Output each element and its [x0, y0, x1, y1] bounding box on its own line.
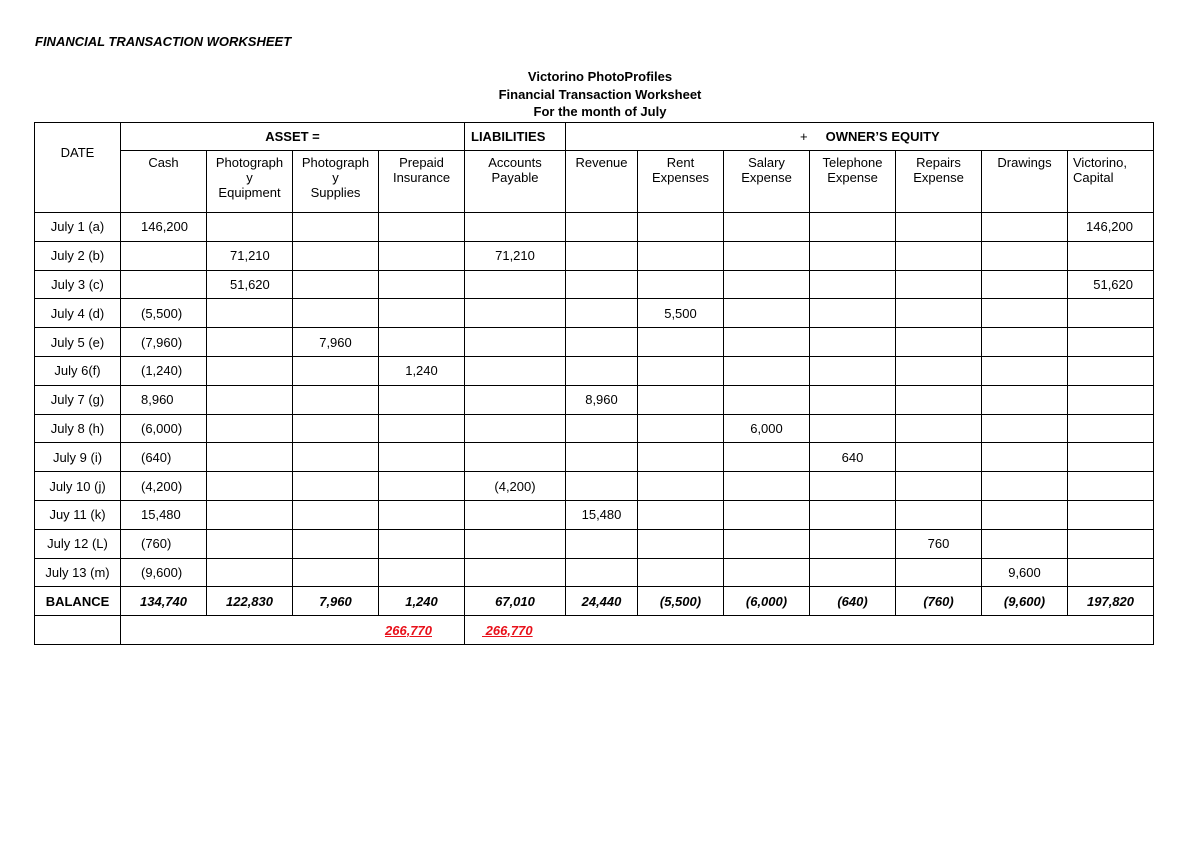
amount-cell-prepaid-insurance [379, 472, 465, 501]
amount-cell-accounts-payable: 71,210 [465, 241, 566, 270]
amount-cell-repairs-expense [896, 328, 982, 357]
date-cell: July 12 (L) [35, 529, 121, 558]
amount-cell-repairs-expense [896, 356, 982, 385]
date-cell: Juy 11 (k) [35, 500, 121, 529]
amount-cell-repairs-expense [896, 299, 982, 328]
column-header-line: y [332, 170, 339, 185]
amount-cell-drawings [982, 472, 1068, 501]
amount-cell-salary-expense [724, 270, 810, 299]
total-assets-cell [121, 616, 465, 645]
column-header-victorino-capital [1068, 151, 1154, 213]
column-header-prepaid-insurance [379, 151, 465, 213]
amount-cell-drawings [982, 213, 1068, 242]
amount-cell-repairs-expense: 760 [896, 529, 982, 558]
amount-cell-cash: (5,500) [121, 299, 207, 328]
column-header-line: Cash [148, 155, 179, 170]
amount-cell-rent-expenses [638, 385, 724, 414]
amount-cell-prepaid-insurance [379, 414, 465, 443]
amount-cell-photography-supplies [293, 500, 379, 529]
totals-empty-cell [35, 616, 121, 645]
amount-cell-drawings [982, 328, 1068, 357]
amount-cell-rent-expenses [638, 270, 724, 299]
balance-cell-salary-expense: (6,000) [724, 587, 810, 616]
transaction-row [35, 472, 1154, 501]
column-header-drawings [982, 151, 1068, 213]
column-header-line: Victorino, [1073, 155, 1127, 170]
amount-cell-victorino-capital [1068, 385, 1154, 414]
amount-cell-telephone-expense [810, 500, 896, 529]
liabilities-group-header: LIABILITIES [465, 123, 566, 151]
amount-cell-accounts-payable [465, 558, 566, 587]
amount-cell-salary-expense [724, 385, 810, 414]
amount-cell-drawings [982, 299, 1068, 328]
amount-cell-cash: (6,000) [121, 414, 207, 443]
amount-cell-photography-supplies [293, 356, 379, 385]
amount-cell-telephone-expense [810, 213, 896, 242]
amount-cell-salary-expense [724, 213, 810, 242]
amount-cell-photography-equipment: 51,620 [207, 270, 293, 299]
group-header-row [35, 123, 1154, 151]
amount-cell-drawings [982, 356, 1068, 385]
date-cell: July 5 (e) [35, 328, 121, 357]
amount-cell-photography-equipment [207, 414, 293, 443]
amount-cell-repairs-expense [896, 385, 982, 414]
amount-cell-victorino-capital [1068, 443, 1154, 472]
amount-cell-repairs-expense [896, 241, 982, 270]
amount-cell-revenue [566, 328, 638, 357]
transaction-row [35, 328, 1154, 357]
column-header-line: Photograph [215, 155, 284, 170]
transaction-row [35, 213, 1154, 242]
amount-cell-photography-equipment [207, 213, 293, 242]
amount-cell-revenue: 15,480 [566, 500, 638, 529]
amount-cell-drawings [982, 500, 1068, 529]
owners-equity-group-header [566, 123, 1154, 151]
amount-cell-victorino-capital [1068, 558, 1154, 587]
column-header-line: Accounts [488, 155, 542, 170]
amount-cell-telephone-expense [810, 328, 896, 357]
amount-cell-photography-equipment [207, 356, 293, 385]
amount-cell-photography-equipment [207, 299, 293, 328]
amount-cell-photography-supplies: 7,960 [293, 328, 379, 357]
column-header-line: y [246, 170, 253, 185]
amount-cell-salary-expense [724, 472, 810, 501]
transaction-row [35, 270, 1154, 299]
amount-cell-salary-expense [724, 299, 810, 328]
column-header-cash [121, 151, 207, 213]
amount-cell-photography-equipment [207, 500, 293, 529]
balance-cell-accounts-payable: 67,010 [465, 587, 566, 616]
amount-cell-cash: 146,200 [121, 213, 207, 242]
amount-cell-repairs-expense [896, 558, 982, 587]
amount-cell-victorino-capital [1068, 356, 1154, 385]
amount-cell-repairs-expense [896, 213, 982, 242]
total-assets-value: 266,770 [385, 622, 432, 638]
column-header-line: Capital [1073, 170, 1114, 185]
amount-cell-revenue [566, 299, 638, 328]
date-cell: July 10 (j) [35, 472, 121, 501]
amount-cell-photography-supplies [293, 241, 379, 270]
column-header-line: Repairs [916, 155, 961, 170]
asset-group-header: ASSET = [121, 123, 465, 151]
amount-cell-telephone-expense [810, 241, 896, 270]
amount-cell-accounts-payable [465, 500, 566, 529]
column-header-repairs-expense [896, 151, 982, 213]
column-header-line: Expenses [651, 170, 710, 185]
column-header-accounts-payable [465, 151, 566, 213]
amount-cell-cash: (4,200) [121, 472, 207, 501]
amount-cell-accounts-payable [465, 529, 566, 558]
amount-cell-drawings [982, 414, 1068, 443]
amount-cell-rent-expenses [638, 241, 724, 270]
amount-cell-accounts-payable [465, 356, 566, 385]
balance-cell-drawings: (9,600) [982, 587, 1068, 616]
amount-cell-repairs-expense [896, 472, 982, 501]
amount-cell-salary-expense [724, 558, 810, 587]
totals-row [35, 616, 1154, 645]
amount-cell-prepaid-insurance [379, 385, 465, 414]
amount-cell-telephone-expense [810, 472, 896, 501]
amount-cell-photography-equipment [207, 328, 293, 357]
amount-cell-photography-supplies [293, 270, 379, 299]
amount-cell-salary-expense [724, 443, 810, 472]
amount-cell-photography-equipment [207, 529, 293, 558]
amount-cell-repairs-expense [896, 414, 982, 443]
amount-cell-salary-expense [724, 241, 810, 270]
amount-cell-salary-expense [724, 328, 810, 357]
document-label: FINANCIAL TRANSACTION WORKSHEET [35, 34, 292, 49]
amount-cell-prepaid-insurance [379, 443, 465, 472]
amount-cell-accounts-payable [465, 443, 566, 472]
total-liabilities-equity-value: 266,770 [482, 622, 533, 638]
date-header: DATE [35, 123, 121, 213]
balance-cell-victorino-capital: 197,820 [1068, 587, 1154, 616]
amount-cell-victorino-capital [1068, 241, 1154, 270]
amount-cell-revenue [566, 356, 638, 385]
amount-cell-photography-supplies [293, 443, 379, 472]
transaction-row [35, 558, 1154, 587]
balance-cell-telephone-expense: (640) [810, 587, 896, 616]
balance-cell-prepaid-insurance: 1,240 [379, 587, 465, 616]
amount-cell-accounts-payable: (4,200) [465, 472, 566, 501]
column-header-revenue [566, 151, 638, 213]
amount-cell-rent-expenses: 5,500 [638, 299, 724, 328]
transaction-row [35, 414, 1154, 443]
date-cell: July 3 (c) [35, 270, 121, 299]
balance-cell-cash: 134,740 [121, 587, 207, 616]
amount-cell-cash: (640) [121, 443, 207, 472]
balance-label: BALANCE [35, 587, 121, 616]
amount-cell-photography-equipment: 71,210 [207, 241, 293, 270]
amount-cell-cash: (7,960) [121, 328, 207, 357]
column-header-line: Telephone [822, 155, 883, 170]
amount-cell-revenue [566, 270, 638, 299]
column-header-line: Expense [913, 170, 964, 185]
amount-cell-telephone-expense [810, 356, 896, 385]
amount-cell-victorino-capital: 146,200 [1068, 213, 1154, 242]
column-header-line: Equipment [218, 185, 281, 200]
amount-cell-prepaid-insurance [379, 328, 465, 357]
balance-cell-rent-expenses: (5,500) [638, 587, 724, 616]
amount-cell-salary-expense [724, 500, 810, 529]
total-liabilities-equity-cell [465, 616, 1154, 645]
amount-cell-victorino-capital: 51,620 [1068, 270, 1154, 299]
plus-sign: + [800, 129, 808, 144]
date-cell: July 6(f) [35, 356, 121, 385]
amount-cell-revenue [566, 414, 638, 443]
column-header-salary-expense [724, 151, 810, 213]
amount-cell-rent-expenses [638, 328, 724, 357]
amount-cell-rent-expenses [638, 558, 724, 587]
column-header-line: Expense [827, 170, 878, 185]
column-header-line: Photograph [301, 155, 370, 170]
balance-cell-photography-supplies: 7,960 [293, 587, 379, 616]
column-header-line: Prepaid [399, 155, 444, 170]
column-header-line: Salary [748, 155, 785, 170]
amount-cell-prepaid-insurance [379, 213, 465, 242]
transaction-row [35, 500, 1154, 529]
amount-cell-prepaid-insurance [379, 558, 465, 587]
balance-cell-revenue: 24,440 [566, 587, 638, 616]
amount-cell-accounts-payable [465, 414, 566, 443]
amount-cell-cash: 8,960 [121, 385, 207, 414]
column-header-line: Rent [666, 155, 695, 170]
worksheet-heading [0, 68, 1200, 121]
amount-cell-cash [121, 241, 207, 270]
amount-cell-accounts-payable [465, 213, 566, 242]
amount-cell-revenue [566, 558, 638, 587]
amount-cell-prepaid-insurance [379, 270, 465, 299]
worksheet-period: For the month of July [533, 104, 667, 119]
amount-cell-prepaid-insurance [379, 299, 465, 328]
amount-cell-telephone-expense [810, 529, 896, 558]
amount-cell-victorino-capital [1068, 299, 1154, 328]
amount-cell-drawings [982, 529, 1068, 558]
worksheet-title: Financial Transaction Worksheet [498, 86, 702, 102]
transaction-row [35, 385, 1154, 414]
column-header-telephone-expense [810, 151, 896, 213]
amount-cell-rent-expenses [638, 500, 724, 529]
amount-cell-photography-supplies [293, 414, 379, 443]
amount-cell-telephone-expense [810, 299, 896, 328]
amount-cell-telephone-expense: 640 [810, 443, 896, 472]
balance-row [35, 587, 1154, 616]
date-cell: July 13 (m) [35, 558, 121, 587]
amount-cell-victorino-capital [1068, 328, 1154, 357]
amount-cell-photography-equipment [207, 443, 293, 472]
amount-cell-rent-expenses [638, 213, 724, 242]
amount-cell-revenue [566, 213, 638, 242]
amount-cell-photography-supplies [293, 529, 379, 558]
amount-cell-telephone-expense [810, 558, 896, 587]
amount-cell-accounts-payable [465, 270, 566, 299]
amount-cell-drawings [982, 443, 1068, 472]
amount-cell-photography-supplies [293, 299, 379, 328]
date-cell: July 1 (a) [35, 213, 121, 242]
amount-cell-revenue [566, 241, 638, 270]
amount-cell-rent-expenses [638, 529, 724, 558]
amount-cell-revenue [566, 472, 638, 501]
column-header-line: Payable [491, 170, 539, 185]
amount-cell-cash [121, 270, 207, 299]
transaction-row [35, 241, 1154, 270]
amount-cell-rent-expenses [638, 356, 724, 385]
amount-cell-revenue [566, 443, 638, 472]
transaction-row [35, 529, 1154, 558]
amount-cell-salary-expense [724, 529, 810, 558]
amount-cell-accounts-payable [465, 328, 566, 357]
amount-cell-prepaid-insurance [379, 529, 465, 558]
amount-cell-drawings [982, 270, 1068, 299]
date-cell: July 2 (b) [35, 241, 121, 270]
column-header-line: Expense [741, 170, 792, 185]
column-header-line: Insurance [392, 170, 451, 185]
amount-cell-salary-expense: 6,000 [724, 414, 810, 443]
column-header-line: Revenue [575, 155, 628, 170]
amount-cell-photography-supplies [293, 558, 379, 587]
amount-cell-photography-equipment [207, 472, 293, 501]
amount-cell-repairs-expense [896, 500, 982, 529]
amount-cell-rent-expenses [638, 443, 724, 472]
transaction-worksheet-table [34, 122, 1154, 645]
amount-cell-revenue [566, 529, 638, 558]
amount-cell-photography-supplies [293, 213, 379, 242]
amount-cell-telephone-expense [810, 270, 896, 299]
amount-cell-cash: (760) [121, 529, 207, 558]
amount-cell-revenue: 8,960 [566, 385, 638, 414]
date-cell: July 9 (i) [35, 443, 121, 472]
amount-cell-photography-equipment [207, 385, 293, 414]
amount-cell-victorino-capital [1068, 472, 1154, 501]
column-header-row [35, 151, 1154, 213]
company-name: Victorino PhotoProfiles [527, 69, 673, 84]
amount-cell-accounts-payable [465, 299, 566, 328]
balance-cell-repairs-expense: (760) [896, 587, 982, 616]
amount-cell-photography-equipment [207, 558, 293, 587]
amount-cell-rent-expenses [638, 414, 724, 443]
amount-cell-drawings [982, 385, 1068, 414]
amount-cell-accounts-payable [465, 385, 566, 414]
column-header-photography-supplies [293, 151, 379, 213]
owners-equity-label: OWNER’S EQUITY [825, 129, 940, 144]
amount-cell-prepaid-insurance: 1,240 [379, 356, 465, 385]
amount-cell-cash: (9,600) [121, 558, 207, 587]
column-header-line: Supplies [310, 185, 361, 200]
transaction-row [35, 443, 1154, 472]
amount-cell-victorino-capital [1068, 529, 1154, 558]
amount-cell-telephone-expense [810, 385, 896, 414]
amount-cell-victorino-capital [1068, 414, 1154, 443]
date-cell: July 8 (h) [35, 414, 121, 443]
amount-cell-photography-supplies [293, 385, 379, 414]
column-header-photography-equipment [207, 151, 293, 213]
date-cell: July 4 (d) [35, 299, 121, 328]
date-cell: July 7 (g) [35, 385, 121, 414]
amount-cell-repairs-expense [896, 270, 982, 299]
amount-cell-drawings [982, 241, 1068, 270]
amount-cell-prepaid-insurance [379, 500, 465, 529]
balance-cell-photography-equipment: 122,830 [207, 587, 293, 616]
amount-cell-cash: (1,240) [121, 356, 207, 385]
amount-cell-photography-supplies [293, 472, 379, 501]
column-header-rent-expenses [638, 151, 724, 213]
amount-cell-repairs-expense [896, 443, 982, 472]
amount-cell-telephone-expense [810, 414, 896, 443]
amount-cell-rent-expenses [638, 472, 724, 501]
amount-cell-victorino-capital [1068, 500, 1154, 529]
column-header-line: Drawings [997, 155, 1052, 170]
amount-cell-prepaid-insurance [379, 241, 465, 270]
transaction-row [35, 299, 1154, 328]
amount-cell-cash: 15,480 [121, 500, 207, 529]
amount-cell-drawings: 9,600 [982, 558, 1068, 587]
amount-cell-salary-expense [724, 356, 810, 385]
transaction-row [35, 356, 1154, 385]
